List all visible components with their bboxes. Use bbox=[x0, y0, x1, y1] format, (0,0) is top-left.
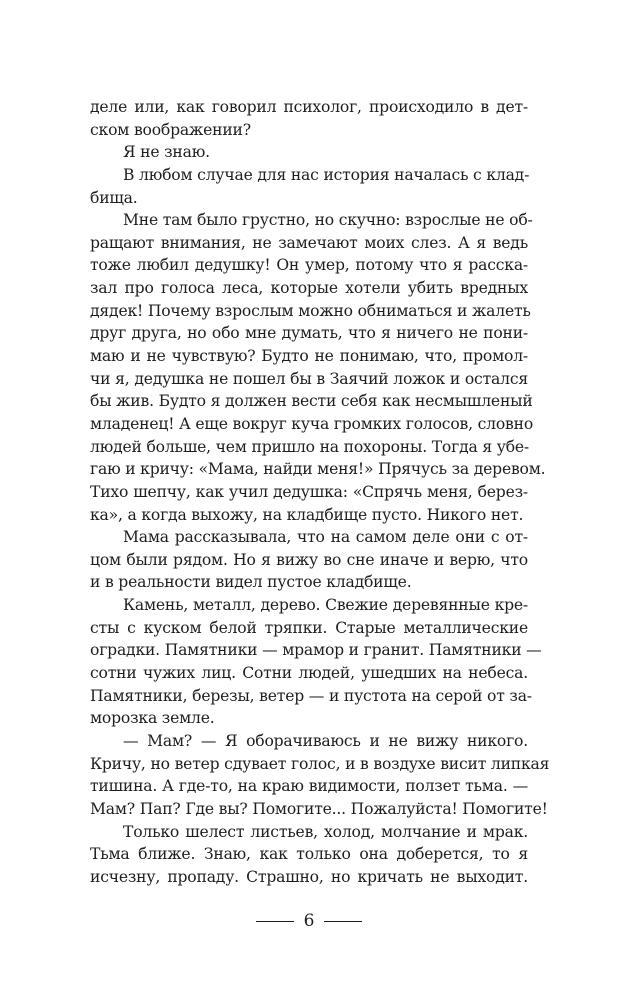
text-line: ском воображении? bbox=[90, 120, 251, 139]
text-line: друг друга, но обо мне думать, что я ничего не пони- bbox=[90, 324, 528, 343]
text-line: чи я, дедушка не пошел бы в Заячий ложок и остался bbox=[90, 369, 528, 388]
text-line: дядек! Почему взрослым можно обниматься и жалеть bbox=[90, 301, 531, 320]
text-line: оградки. Памятники — мрамор и гранит. Памятники — bbox=[90, 641, 542, 660]
paragraph bbox=[90, 209, 546, 526]
text-line: Мам? Пап? Где вы? Помогите... Пожалуйста! Помогите! bbox=[90, 799, 548, 818]
paragraph bbox=[90, 141, 528, 164]
paragraph bbox=[90, 730, 550, 821]
text-line: тишина. А где-то, на краю видимости, ползет тьма. — bbox=[90, 777, 528, 796]
text-line: младенец! А еще вокруг куча громких голосов, словно bbox=[90, 414, 534, 433]
page-number-rule-right bbox=[324, 921, 362, 922]
text-line: В любом случае для нас история началась с клад- bbox=[123, 165, 530, 184]
text-line: тоже любил дедушку! Он умер, потому что я расска- bbox=[90, 256, 528, 275]
paragraph bbox=[90, 164, 528, 209]
text-line: и в реальности видел пустое кладбище. bbox=[90, 573, 412, 592]
paragraph bbox=[90, 821, 528, 889]
text-line: Тьма ближе. Знаю, как только она доберется, то я bbox=[90, 845, 528, 864]
text-line: деле или, как говорил психолог, происходило в дет- bbox=[90, 98, 528, 116]
paragraph bbox=[90, 594, 542, 730]
text-line: бы жив. Будто я должен вести себя как несмышленый bbox=[90, 392, 533, 411]
text-line: Я не знаю. bbox=[123, 143, 210, 162]
text-line: ращают внимания, не замечают моих слез. А я ведь bbox=[90, 233, 528, 252]
text-line: людей больше, чем пришло на похороны. Тогда я убе- bbox=[90, 437, 529, 456]
text-line: Тихо шепчу, как учил дедушка: «Спрячь меня, берез- bbox=[90, 482, 528, 501]
text-line: Только шелест листьев, холод, молчание и мрак. bbox=[123, 822, 528, 841]
text-line: морозка земле. bbox=[90, 709, 215, 728]
text-line: исчезну, пропаду. Страшно, но кричать не выходит. bbox=[90, 867, 528, 886]
text-line: бища. bbox=[90, 188, 138, 207]
text-line: Памятники, березы, ветер — и пустота на серой от за- bbox=[90, 686, 532, 705]
paragraph bbox=[90, 526, 528, 594]
paragraph bbox=[90, 96, 528, 141]
text-line: зал про голоса леса, которые хотели убить вредных bbox=[90, 279, 528, 298]
page-number: 6 bbox=[303, 911, 315, 931]
text-line: цом были рядом. Но я вижу во сне иначе и верю, что bbox=[90, 550, 528, 569]
text-line: Мама рассказывала, что на самом деле они с от- bbox=[123, 528, 528, 547]
text-line: гаю и кричу: «Мама, найди меня!» Прячусь за деревом. bbox=[90, 460, 546, 479]
body-text bbox=[90, 96, 550, 888]
text-line: — Мам? — Я оборачиваюсь и не вижу никого. bbox=[123, 731, 528, 750]
text-line: Мне там было грустно, но скучно: взрослые не об- bbox=[123, 211, 533, 230]
text-line: сотни чужих лиц. Сотни людей, ушедших на небеса. bbox=[90, 664, 528, 683]
page-number-rule-left bbox=[256, 921, 294, 922]
text-line: Камень, металл, дерево. Свежие деревянные кре- bbox=[123, 596, 528, 615]
text-line: ка», а когда выхожу, на кладбище пусто. Никого нет. bbox=[90, 505, 524, 524]
text-line: маю и не чувствую? Будто не понимаю, что, промол- bbox=[90, 347, 528, 366]
text-line: сты с куском белой тряпки. Старые металлические bbox=[90, 618, 528, 637]
page-footer bbox=[0, 911, 618, 931]
text-line: Кричу, но ветер сдувает голос, и в воздухе висит липкая bbox=[90, 754, 550, 773]
